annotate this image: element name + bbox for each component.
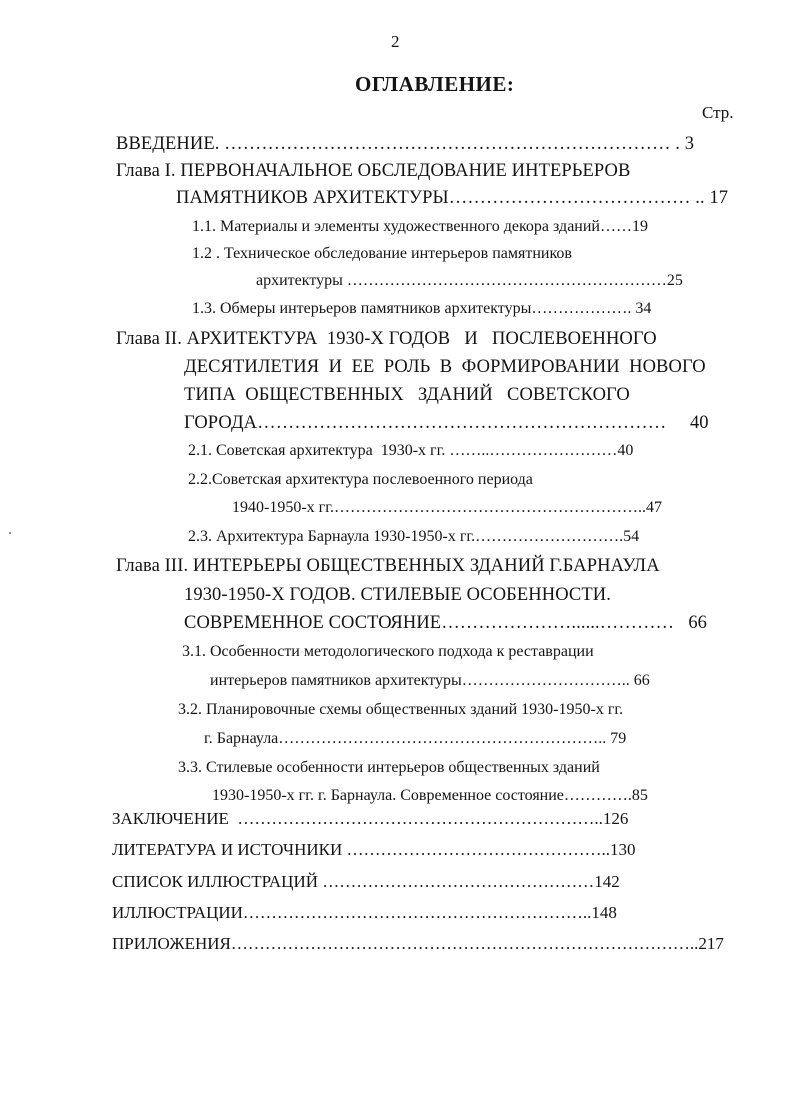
toc-section-2-2-line-1: 2.2.Советская архитектура послевоенного периода <box>188 471 533 488</box>
toc-chapter-2-line-4: ГОРОДА………………………………………………………… 40 <box>184 413 709 433</box>
toc-chapter-2-line-2: ДЕСЯТИЛЕТИЯ И ЕЕ РОЛЬ В ФОРМИРОВАНИИ НОВОГО <box>184 357 706 377</box>
toc-section-3-3-line-2: 1930-1950-х гг. г. Барнаула. Современное состояние………….85 <box>212 787 648 804</box>
toc-chapter-1-line-1: Глава I. ПЕРВОНАЧАЛЬНОЕ ОБСЛЕДОВАНИЕ ИНТЕРЬЕРОВ <box>116 161 631 181</box>
toc-section-3-1-line-1: 3.1. Особенности методологического подхода к реставрации <box>182 643 594 660</box>
toc-section-2-2-line-2: 1940-1950-х гг.…………………………………………………..47 <box>232 499 662 516</box>
toc-chapter-1-line-2: ПАМЯТНИКОВ АРХИТЕКТУРЫ………………………………… .. 17 <box>176 188 729 208</box>
toc-entry-intro: ВВЕДЕНИЕ. ……………………………………………………………… . 3 <box>116 134 695 154</box>
toc-chapter-2-line-3: ТИПА ОБЩЕСТВЕННЫХ ЗДАНИЙ СОВЕТСКОГО <box>184 385 630 405</box>
toc-section-1-2-line-2: архитектуры ……………………………………………………25 <box>256 272 683 289</box>
toc-section-1-3: 1.3. Обмеры интерьеров памятников архитектуры………………. 34 <box>192 300 652 317</box>
page-number: 2 <box>391 32 400 51</box>
toc-entry-literature: ЛИТЕРАТУРА И ИСТОЧНИКИ ………………………………………..130 <box>112 840 636 859</box>
toc-section-1-1: 1.1. Материалы и элементы художественного декора зданий……19 <box>192 218 648 235</box>
toc-entry-illustration-list: СПИСОК ИЛЛЮСТРАЦИЙ …………………………………………142 <box>112 872 620 891</box>
toc-section-3-2-line-1: 3.2. Планировочные схемы общественных зданий 1930-1950-х гг. <box>178 701 624 718</box>
toc-entry-conclusion: ЗАКЛЮЧЕНИЕ ………………………………………………………..126 <box>112 809 629 828</box>
page-column-header: Стр. <box>702 103 734 122</box>
toc-section-2-1: 2.1. Советская архитектура 1930-х гг. ……..……………………40 <box>188 442 634 459</box>
toc-entry-appendices: ПРИЛОЖЕНИЯ………………………………………………………………………..217 <box>112 934 724 953</box>
toc-section-3-3-line-1: 3.3. Стилевые особенности интерьеров общественных зданий <box>178 759 600 776</box>
toc-chapter-3-line-3: СОВРЕМЕННОЕ СОСТОЯНИЕ…………………......………… 66 <box>184 613 708 633</box>
toc-section-3-2-line-2: г. Барнаула…………………………………………………….. 79 <box>204 730 627 747</box>
toc-chapter-3-line-1: Глава III. ИНТЕРЬЕРЫ ОБЩЕСТВЕННЫХ ЗДАНИЙ Г.БАРНАУЛА <box>116 556 660 576</box>
toc-entry-illustrations: ИЛЛЮСТРАЦИИ……………………………………………………..148 <box>112 903 617 922</box>
toc-chapter-2-line-1: Глава II. АРХИТЕКТУРА 1930-Х ГОДОВ И ПОСЛЕВОЕННОГО <box>116 329 657 349</box>
toc-section-2-3: 2.3. Архитектура Барнаула 1930-1950-х гг.……………………….54 <box>188 528 640 545</box>
scan-speck <box>9 532 11 534</box>
page-title: ОГЛАВЛЕНИЕ: <box>355 72 515 96</box>
toc-section-3-1-line-2: интерьеров памятников архитектуры………………………….. 66 <box>210 672 650 689</box>
toc-chapter-3-line-2: 1930-1950-Х ГОДОВ. СТИЛЕВЫЕ ОСОБЕННОСТИ. <box>184 585 611 605</box>
toc-section-1-2-line-1: 1.2 . Техническое обследование интерьеров памятников <box>192 245 572 262</box>
